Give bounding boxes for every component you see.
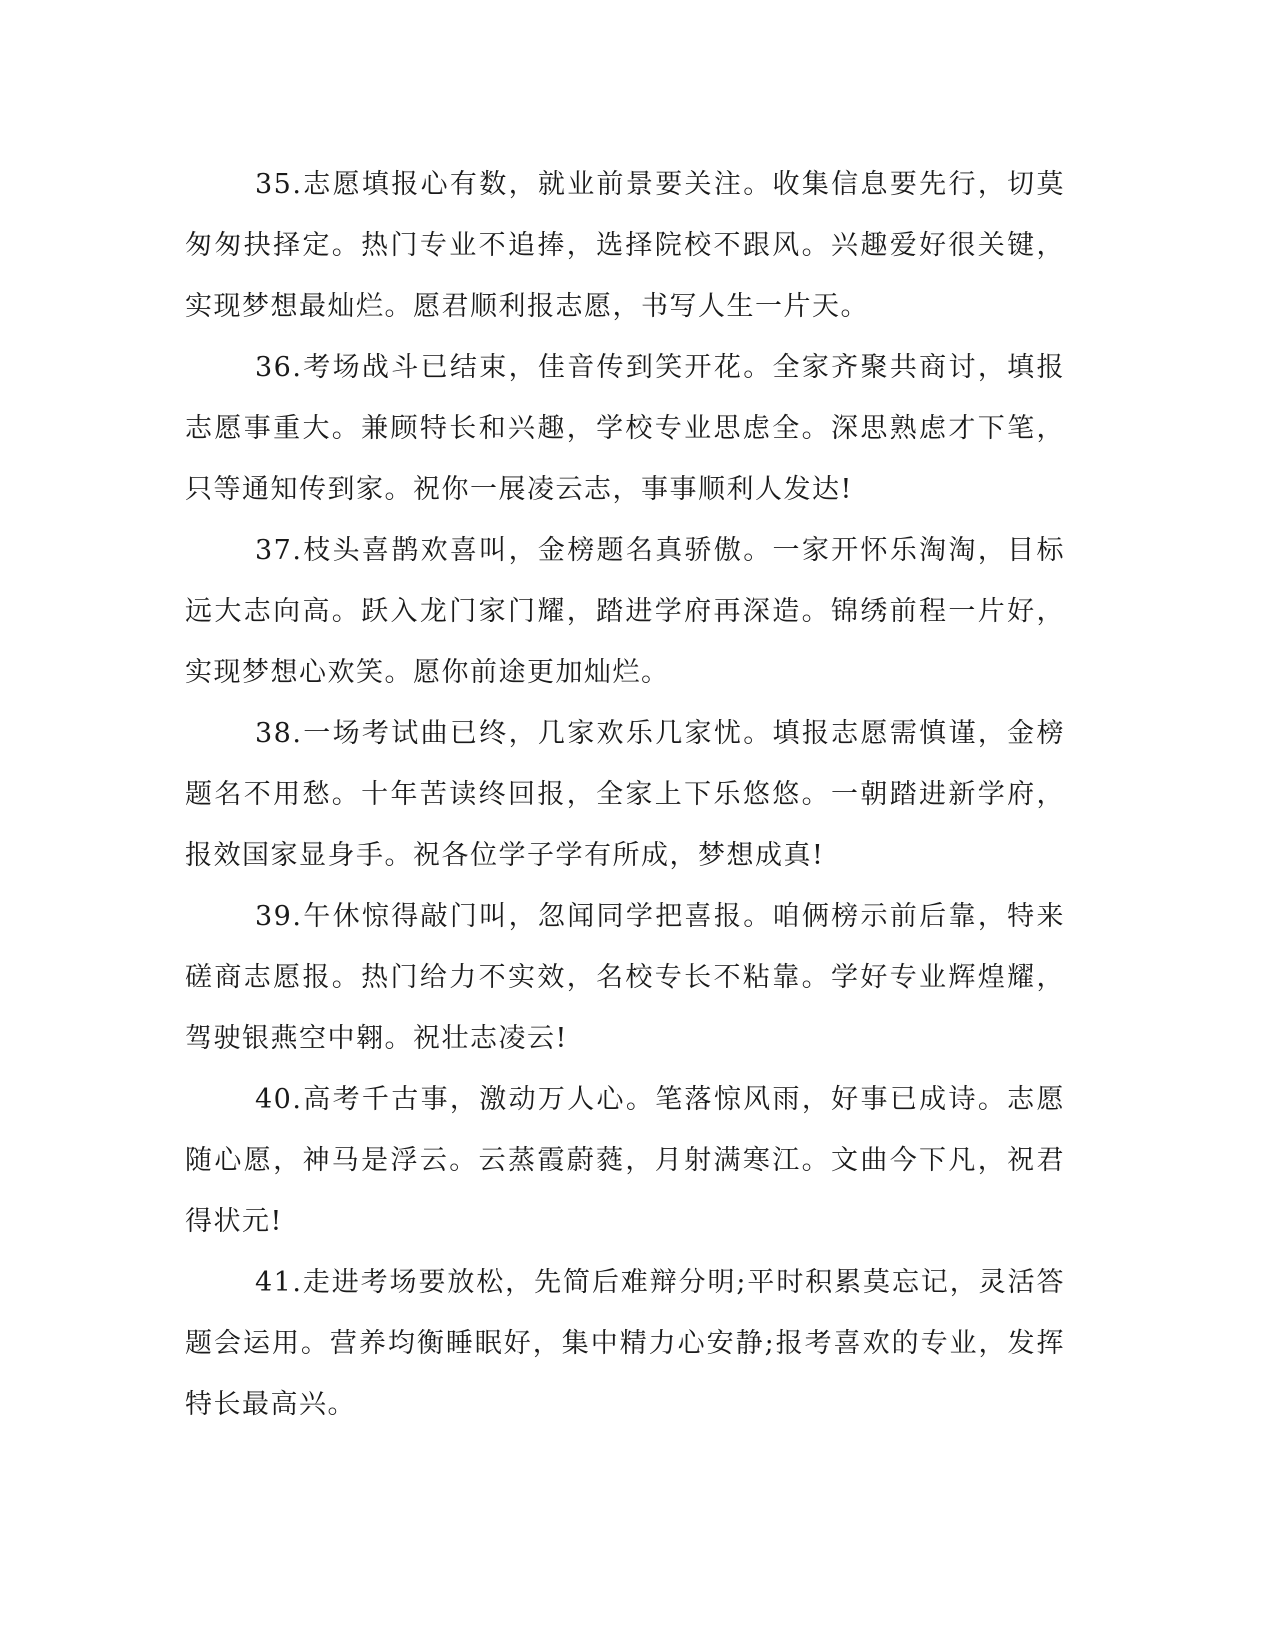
paragraph-39: 39.午休惊得敲门叫，忽闻同学把喜报。咱俩榜示前后靠，特来磋商志愿报。热门给力不实效，名校专长不粘靠。学好专业辉煌耀，驾驶银燕空中翱。祝壮志凌云!	[185, 901, 1065, 1054]
document-body	[185, 154, 1065, 1435]
paragraph-35: 35.志愿填报心有数，就业前景要关注。收集信息要先行，切莫匆匆抉择定。热门专业不追捧，选择院校不跟风。兴趣爱好很关键，实现梦想最灿烂。愿君顺利报志愿，书写人生一片天。	[185, 169, 1065, 322]
paragraph-40: 40.高考千古事，激动万人心。笔落惊风雨，好事已成诗。志愿随心愿，神马是浮云。云蒸霞蔚蕤，月射满寒江。文曲今下凡，祝君得状元!	[185, 1084, 1065, 1237]
paragraph-37: 37.枝头喜鹊欢喜叫，金榜题名真骄傲。一家开怀乐淘淘，目标远大志向高。跃入龙门家门耀，踏进学府再深造。锦绣前程一片好，实现梦想心欢笑。愿你前途更加灿烂。	[185, 535, 1065, 688]
paragraph-38: 38.一场考试曲已终，几家欢乐几家忧。填报志愿需慎谨，金榜题名不用愁。十年苦读终回报，全家上下乐悠悠。一朝踏进新学府，报效国家显身手。祝各位学子学有所成，梦想成真!	[185, 718, 1065, 871]
paragraph-41: 41.走进考场要放松，先简后难辩分明;平时积累莫忘记，灵活答题会运用。营养均衡睡眠好，集中精力心安静;报考喜欢的专业，发挥特长最高兴。	[185, 1267, 1065, 1420]
paragraph-36: 36.考场战斗已结束，佳音传到笑开花。全家齐聚共商讨，填报志愿事重大。兼顾特长和兴趣，学校专业思虑全。深思熟虑才下笔，只等通知传到家。祝你一展凌云志，事事顺利人发达!	[185, 352, 1065, 505]
